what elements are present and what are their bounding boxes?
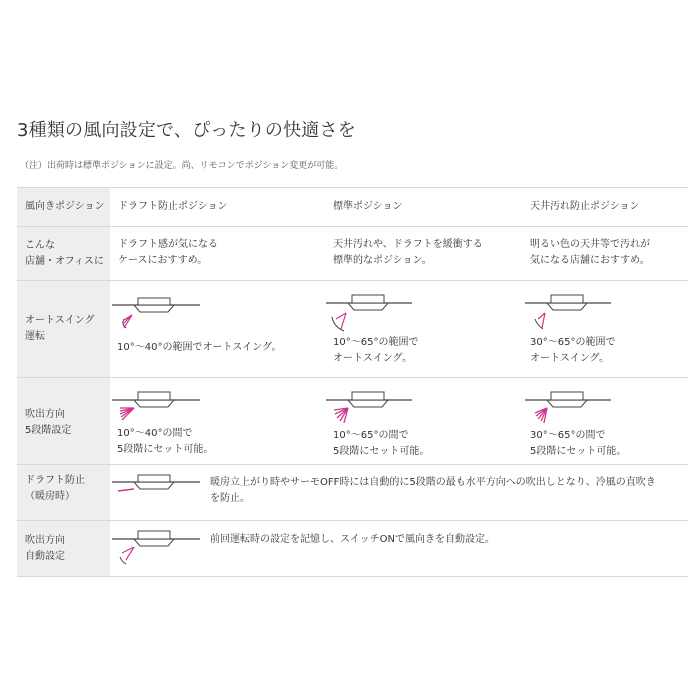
auto-direction-unit-diagram	[112, 527, 202, 567]
row-label-five-step	[17, 378, 110, 465]
table-row-shop	[17, 227, 688, 281]
five-draft-unit-diagram	[112, 388, 202, 428]
five-draft-line1: 10°～40°の間で	[117, 428, 193, 439]
swing-standard-line2: オートスイング。	[333, 353, 413, 364]
five-draft-line2: 5段階にセット可能。	[117, 444, 214, 455]
shop-standard-line2: 標準的なポジション。	[333, 255, 432, 266]
airflow-position-table	[17, 187, 688, 577]
five-ceiling-cell	[521, 378, 688, 465]
swing-standard-unit-diagram	[326, 291, 416, 335]
header-ceiling-cell	[521, 188, 688, 227]
swing-ceiling-unit-diagram	[525, 291, 615, 335]
shop-standard-line1: 天井汚れや、ドラフトを緩衝する	[333, 239, 483, 250]
header-ceiling-position: 天井汚れ防止ポジション	[530, 201, 640, 212]
shop-ceiling-cell	[521, 227, 688, 281]
header-standard-cell	[324, 188, 521, 227]
five-ceiling-line2: 5段階にセット可能。	[530, 446, 627, 457]
row-label-draft-prevention-line1: ドラフト防止	[25, 475, 85, 486]
row-label-shop	[17, 227, 110, 281]
swing-ceiling-line2: オートスイング。	[530, 353, 610, 364]
swing-draft-line1: 10°～40°の範囲でオートスイング。	[117, 342, 282, 353]
swing-draft-unit-diagram	[112, 295, 202, 335]
shop-ceiling-line2: 気になる店舗におすすめ。	[530, 255, 650, 266]
row-label-shop-line1: こんな	[25, 240, 55, 251]
row-label-auto-swing-line1: オートスイング	[25, 315, 95, 326]
five-standard-line1: 10°～65°の間で	[333, 430, 409, 441]
auto-direction-cell	[110, 521, 688, 577]
header-draft-cell	[110, 188, 324, 227]
row-label-five-step-line2: 5段階設定	[25, 425, 72, 436]
header-standard-position: 標準ポジション	[333, 201, 403, 212]
row-label-draft-prevention-line2: （暖房時）	[25, 491, 75, 502]
five-standard-cell	[324, 378, 521, 465]
header-position-label-cell	[17, 188, 110, 227]
row-label-draft-prevention	[17, 465, 110, 521]
row-label-auto-direction-line2: 自動設定	[25, 551, 65, 562]
five-ceiling-unit-diagram	[525, 388, 615, 428]
header-draft-position: ドラフト防止ポジション	[118, 201, 228, 212]
swing-standard-cell	[324, 281, 521, 378]
shop-standard-cell	[324, 227, 521, 281]
five-standard-line2: 5段階にセット可能。	[333, 446, 430, 457]
row-label-shop-line2: 店舗・オフィスに	[25, 256, 104, 267]
table-header-row	[17, 188, 688, 227]
five-standard-unit-diagram	[326, 388, 416, 428]
header-position-label: 風向きポジション	[25, 201, 105, 212]
table-row-auto-swing	[17, 281, 688, 378]
five-ceiling-line1: 30°～65°の間で	[530, 430, 606, 441]
draft-prevention-cell	[110, 465, 688, 521]
table-row-five-step	[17, 378, 688, 465]
table-row-draft-prevention	[17, 465, 688, 521]
swing-draft-cell	[110, 281, 324, 378]
auto-direction-description: 前回運転時の設定を記憶し、スイッチONで風向きを自動設定。	[210, 534, 495, 545]
row-label-auto-swing	[17, 281, 110, 378]
row-label-five-step-line1: 吹出方向	[25, 409, 65, 420]
factory-setting-note: （注）出荷時は標準ポジションに設定。尚、リモコンでポジション変更が可能。	[20, 161, 344, 171]
draft-prevention-unit-diagram	[112, 473, 202, 503]
page-heading: 3種類の風向設定で、ぴったりの快適さを	[17, 120, 356, 141]
row-label-auto-direction	[17, 521, 110, 577]
shop-draft-line1: ドラフト感が気になる	[118, 239, 218, 250]
draft-prevention-description: 暖房立上がり時やサーモOFF時には自動的に5段階の最も水平方向への吹出しとなり、冷風の直吹きを防止。	[210, 477, 656, 504]
swing-ceiling-cell	[521, 281, 688, 378]
five-draft-cell	[110, 378, 324, 465]
shop-draft-cell	[110, 227, 324, 281]
swing-ceiling-line1: 30°～65°の範囲で	[530, 337, 616, 348]
shop-ceiling-line1: 明るい色の天井等で汚れが	[530, 239, 650, 250]
shop-draft-line2: ケースにおすすめ。	[118, 255, 208, 266]
table-row-auto-direction	[17, 521, 688, 577]
swing-standard-line1: 10°～65°の範囲で	[333, 337, 419, 348]
row-label-auto-swing-line2: 運転	[25, 331, 45, 342]
row-label-auto-direction-line1: 吹出方向	[25, 535, 65, 546]
